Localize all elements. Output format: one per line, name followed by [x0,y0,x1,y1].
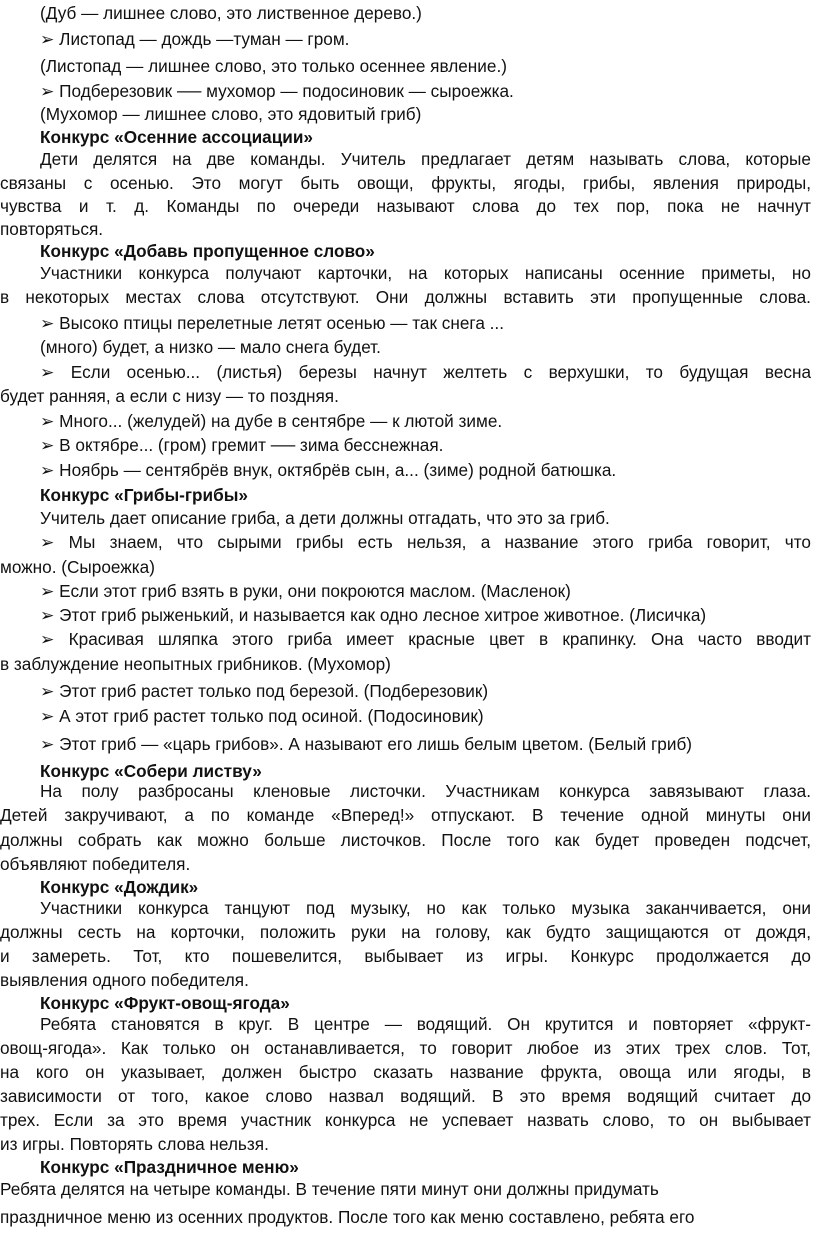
text-line [0,172,816,196]
paragraph-line: будет ранняя, а если с низу — то поздняя. [0,386,339,406]
paragraph-line: праздничное меню из осенних продуктов. После того как меню составлено, ребята его [0,1207,695,1227]
paragraph-line: Дети делятся на две команды. Учитель предлагает детям называть слова, которые [40,149,811,169]
paragraph-line: (много) будет, а низко — мало снега будет. [40,337,381,357]
text-line [0,286,816,310]
text-line [0,218,816,242]
paragraph-line: Детей закручивают, а по команде «Вперед!» отпускают. В течение одной минуты они [0,805,811,825]
text-line [0,507,816,531]
text-line [0,80,816,104]
paragraph-line: Участники конкурса танцуют под музыку, но как только музыка заканчивается, они [40,898,811,918]
text-line [0,853,816,877]
text-line [0,604,816,628]
text-line [0,1013,816,1037]
bullet-item: ➢ Листопад — дождь —туман — гром. [40,29,350,49]
bullet-item: ➢ А этот гриб растет только под осиной. (Подосиновик) [40,706,484,726]
bullet-item: ➢ Красивая шляпка этого гриба имеет красные цвет в крапинку. Она часто вводит [40,629,812,649]
bullet-item: ➢ Этот гриб растет только под березой. (Подберезовик) [40,681,489,701]
paragraph-line: Ребята делятся на четыре команды. В течение пяти минут они должны придумать [0,1179,659,1199]
paragraph-line: повторяться. [0,219,104,239]
paragraph-line: в некоторых местах слова отсутствуют. Они должны вставить эти пропущенные слова. [0,287,811,307]
bullet-item: ➢ Высоко птицы перелетные летят осенью — так снега ... [40,313,504,333]
text-line [0,336,816,360]
paragraph-line: овощ-ягода». Как только он останавливается, то говорит любое из этих трех слов. Тот, [0,1038,811,1058]
text-line [0,434,816,458]
paragraph-line: должны собрать как можно больше листочков. После того как будет проведен подсчет, [0,830,812,850]
paragraph-line: Ребята становятся в круг. В центре — водящий. Он крутится и повторяет «фрукт- [40,1014,811,1034]
text-line [0,484,816,508]
text-line [0,2,816,26]
text-line [0,240,816,264]
text-line [0,1085,816,1109]
paragraph-line: Участники конкурса получают карточки, на которых написаны осенние приметы, но [40,263,811,283]
paragraph-line: зависимости от того, какое слово назвал водящий. В это время водящий считает до [0,1086,812,1106]
section-heading: Конкурс «Осенние ассоциации» [40,127,313,147]
section-heading: Конкурс «Праздничное меню» [40,1157,299,1177]
bullet-item: ➢ Если этот гриб взять в руки, они покроются маслом. (Масленок) [40,581,571,601]
paragraph-line: из игры. Повторять слова нельзя. [0,1134,269,1154]
text-line [0,312,816,336]
text-line [0,580,816,604]
paragraph-line: в заблуждение неопытных грибников. (Мухомор) [0,654,391,674]
text-line [0,556,816,580]
text-line [0,653,816,677]
text-line [0,921,816,945]
bullet-item: ➢ Мы знаем, что сырыми грибы есть нельзя, а название этого гриба говорит, что [40,532,811,552]
paragraph-line: и замереть. Тот, кто пошевелится, выбывает из игры. Конкурс продолжается до [0,946,811,966]
text-line [0,410,816,434]
text-line [0,780,816,804]
text-line [0,1037,816,1061]
paragraph-line: можно. (Сыроежка) [0,557,155,577]
paragraph-line: Учитель дает описание гриба, а дети должны отгадать, что это за гриб. [40,508,610,528]
text-line [0,628,816,652]
bullet-item: ➢ Этот гриб — «царь грибов». А называют его лишь белым цветом. (Белый гриб) [40,734,693,754]
paragraph-line: (Мухомор — лишнее слово, это ядовитый гриб) [40,104,422,124]
text-line [0,680,816,704]
text-line [0,361,816,385]
text-line [0,1178,816,1202]
text-line [0,126,816,150]
section-heading: Конкурс «Дождик» [40,877,199,897]
section-heading: Конкурс «Добавь пропущенное слово» [40,241,375,261]
paragraph-line: (Дуб — лишнее слово, это лиственное дерево.) [40,3,422,23]
section-heading: Конкурс «Грибы-грибы» [40,485,248,505]
text-line [0,531,816,555]
text-line [0,705,816,729]
paragraph-line: должны сесть на корточки, положить руки на голову, как будто защищаются от дождя, [0,922,812,942]
text-line [0,733,816,757]
bullet-item: ➢ Если осенью... (листья) березы начнут желтеть с верхушки, то будущая весна [40,362,812,382]
paragraph-line: На полу разбросаны кленовые листочки. Участникам конкурса завязывают глаза. [40,781,812,801]
bullet-item: ➢ В октябре... (гром) гремит ── зима бесснежная. [40,435,444,455]
text-line [0,1109,816,1133]
text-line [0,1156,816,1180]
text-line [0,262,816,286]
paragraph-line: связаны с осенью. Это могут быть овощи, фрукты, ягоды, грибы, явления природы, [0,173,811,193]
section-heading: Конкурс «Собери листву» [40,761,262,781]
paragraph-line: трех. Если за это время участник конкурса не успевает назвать слово, то он выбывает [0,1110,811,1130]
bullet-item: ➢ Ноябрь — сентябрёв внук, октябрёв сын, а... (зиме) родной батюшка. [40,460,617,480]
text-line [0,28,816,52]
text-line [0,1206,816,1230]
paragraph-line: чувства и т. д. Команды по очереди называют слова до тех пор, пока не начнут [0,196,812,216]
text-line [0,55,816,79]
text-line [0,969,816,993]
text-line [0,103,816,127]
paragraph-line: выявления одного победителя. [0,970,249,990]
bullet-item: ➢ Подберезовик ── мухомор — подосиновик — сыроежка. [40,81,514,101]
paragraph-line: объявляют победителя. [0,854,191,874]
section-heading: Конкурс «Фрукт-овощ-ягода» [40,993,290,1013]
text-line [0,829,816,853]
text-line [0,459,816,483]
bullet-item: ➢ Этот гриб рыженький, и называется как одно лесное хитрое животное. (Лисичка) [40,605,707,625]
paragraph-line: на кого он указывает, должен быстро сказать название фрукта, овоща или ягоды, в [0,1062,811,1082]
text-line [0,945,816,969]
text-line [0,804,816,828]
text-line [0,385,816,409]
paragraph-line: (Листопад — лишнее слово, это только осеннее явление.) [40,56,507,76]
text-line [0,1133,816,1157]
text-line [0,897,816,921]
text-line [0,195,816,219]
text-line [0,1061,816,1085]
text-line [0,148,816,172]
bullet-item: ➢ Много... (желудей) на дубе в сентябре — к лютой зиме. [40,411,503,431]
